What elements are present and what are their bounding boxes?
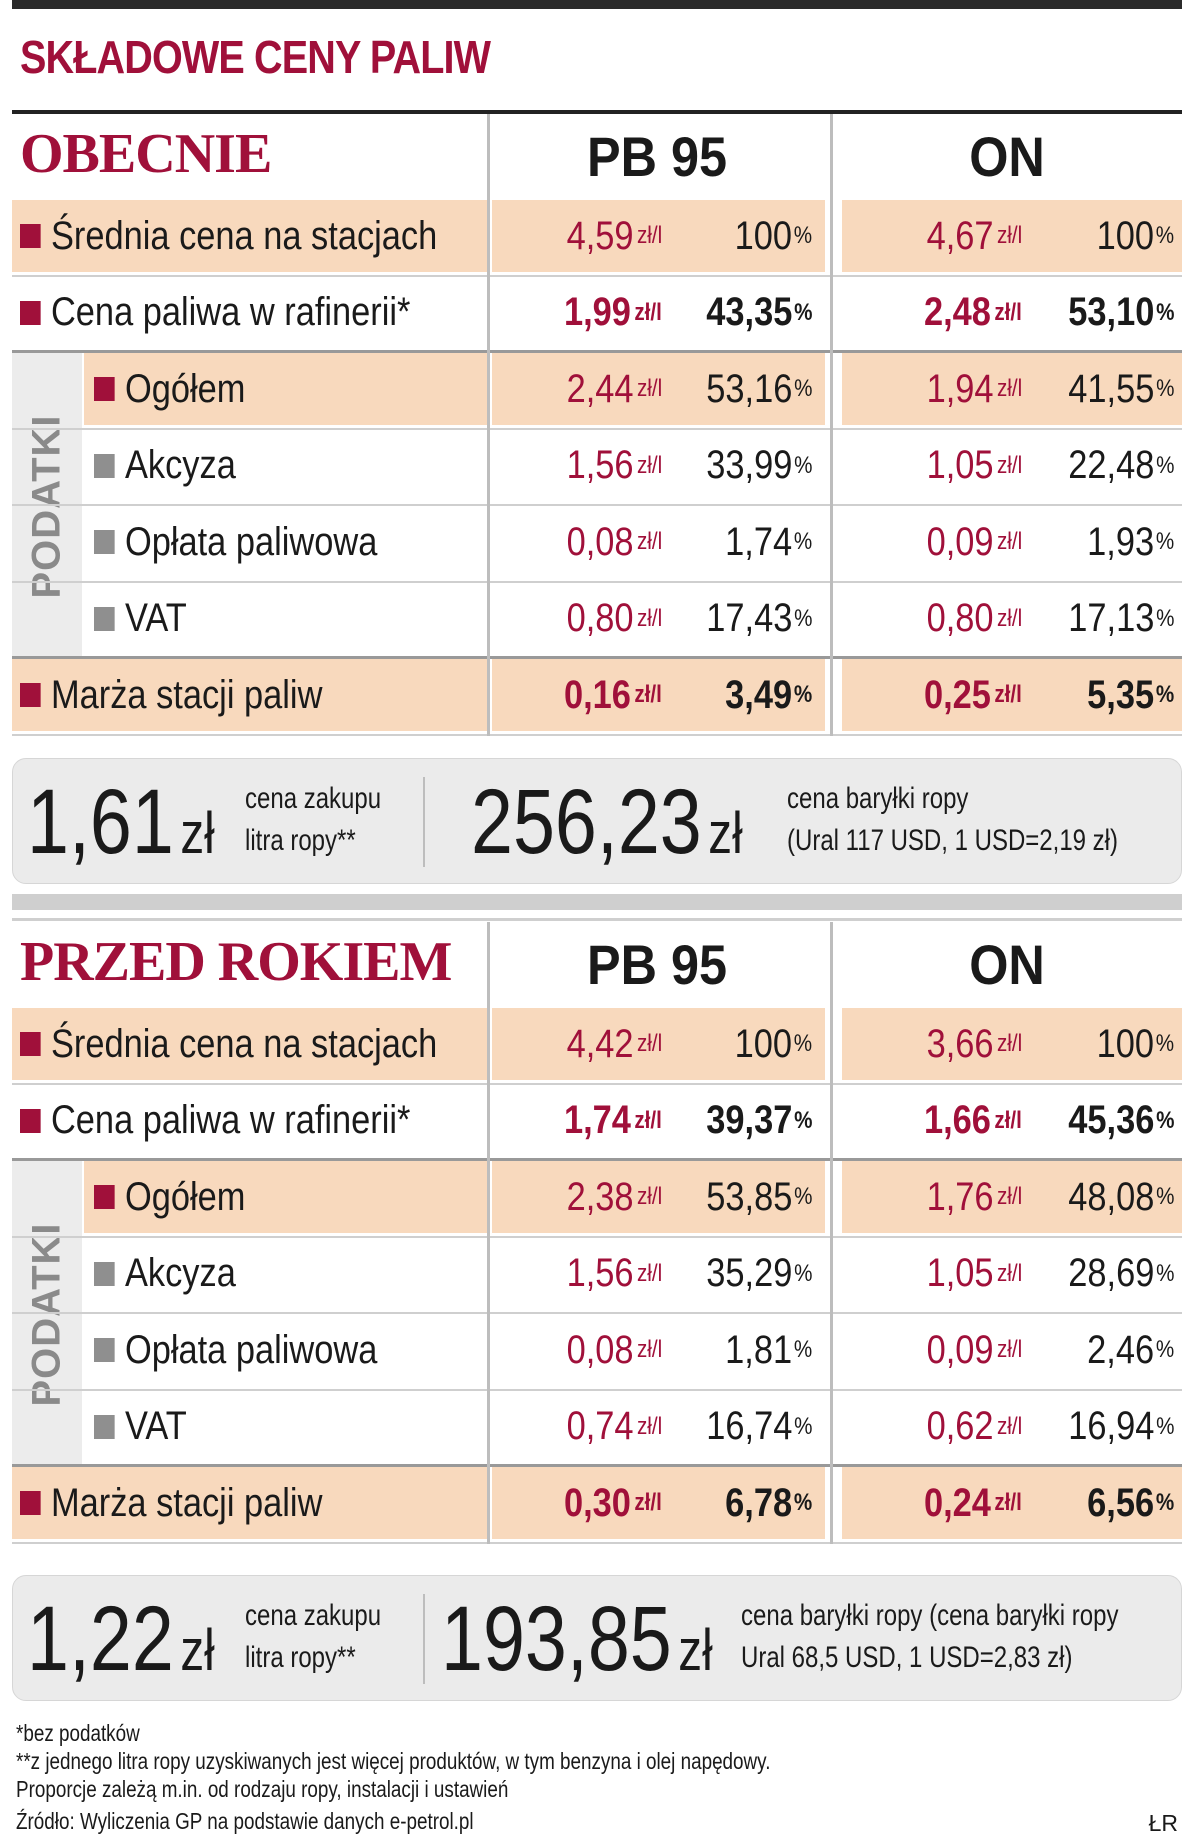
bullet-square-icon [94,454,115,478]
pb95-percent-unit: % [793,681,812,708]
on-price-number: 0,24 [924,1480,992,1525]
on-percent [1097,200,1174,272]
pb95-percent-number: 1,81 [724,1327,792,1372]
row-label-text: Ogółem [124,1174,246,1219]
on-price [926,1391,1022,1463]
on-percent [1087,659,1174,731]
row-label-text: Cena paliwa w rafinerii* [50,1098,411,1142]
barrel-label-1: cena baryłki ropy (cena baryłki ropy [741,1599,1119,1632]
section-1 [12,918,1182,1544]
on-price-number: 1,76 [926,1174,994,1219]
pb95-percent [706,277,812,349]
pb95-percent [706,1391,812,1463]
pb95-percent [706,1085,812,1157]
on-percent-number: 53,10 [1067,290,1154,334]
column-title-pb95: PB 95 [586,933,728,996]
pb95-percent-number: 53,16 [705,366,792,411]
pb95-percent-unit: % [793,1412,812,1440]
pb95-percent-unit: % [793,1336,812,1363]
bullet-square-icon [94,1185,115,1209]
pb95-price-number: 2,38 [566,1174,634,1219]
on-percent-unit: % [1155,222,1174,249]
on-percent [1068,277,1174,349]
table-row [12,277,1182,354]
row-label [20,1085,410,1157]
pb95-percent-number: 35,29 [705,1251,792,1295]
on-percent-number: 45,36 [1067,1098,1154,1142]
pb95-price [566,1238,662,1310]
pb95-price-unit: zł/l [634,1106,662,1134]
on-percent [1068,583,1174,655]
on-percent-unit: % [1155,528,1174,555]
on-percent [1068,1161,1174,1233]
row-label-text: Opłata paliwowa [124,1327,378,1372]
row-label [94,506,377,578]
summary-box [12,758,1182,884]
on-percent [1087,506,1174,578]
pb95-percent [725,1314,812,1386]
litre-label-1: cena zakupu [245,782,382,815]
litre-price-unit: zł [180,1618,215,1683]
row-label [20,659,322,731]
pb95-price-number: 0,80 [566,596,634,640]
on-percent-unit: % [1155,1106,1174,1134]
bullet-square-icon [20,1491,41,1515]
pb95-percent-number: 1,74 [724,519,792,564]
section-header [12,114,1182,198]
pb95-percent-unit: % [793,1489,812,1516]
litre-label-1: cena zakupu [245,1599,382,1632]
pb95-price [564,1085,662,1157]
pb95-percent [706,353,812,425]
bullet-square-icon [94,377,115,401]
pb95-percent-unit: % [793,1106,812,1134]
on-percent [1068,1085,1174,1157]
on-percent [1097,1008,1174,1080]
pb95-price-number: 2,44 [566,366,634,411]
column-title-on: ON [969,125,1045,188]
table-row [12,506,1182,583]
table-row [12,1008,1182,1085]
table-row [12,659,1182,736]
on-percent-number: 48,08 [1067,1174,1154,1219]
pb95-percent [706,430,812,502]
pb95-percent-number: 53,85 [705,1174,792,1219]
on-price-unit: zł/l [996,1259,1022,1287]
pb95-price-number: 1,74 [564,1098,632,1142]
pb95-price-unit: zł/l [636,1259,662,1287]
pb95-percent [725,506,812,578]
bullet-square-icon [20,224,41,248]
column-title-pb95: PB 95 [586,125,728,188]
pb95-price-unit: zł/l [636,375,662,402]
pb95-percent-number: 17,43 [705,596,792,640]
on-price [926,353,1022,425]
pb95-percent [735,200,812,272]
on-percent [1068,1238,1174,1310]
pb95-price-number: 1,99 [564,290,632,334]
on-price-number: 0,09 [926,519,994,564]
pb95-percent-unit: % [793,528,812,555]
column-separator [830,114,833,736]
table-row [12,1085,1182,1162]
on-price-number: 0,09 [926,1327,994,1372]
pb95-percent [725,1467,812,1539]
row-label [94,353,245,425]
section-0 [12,110,1182,736]
litre-price [27,767,215,889]
on-percent-number: 22,48 [1067,443,1154,487]
litre-label-2: litra ropy** [245,824,356,857]
barrel-price [441,1584,713,1706]
podatki-text: PODATKI [24,413,69,599]
pb95-percent-number: 100 [734,213,792,258]
pb95-percent [706,583,812,655]
on-price [926,583,1022,655]
footnote-1: *bez podatków [16,1720,140,1746]
on-percent [1068,1391,1174,1463]
on-price-unit: zł/l [994,1106,1022,1134]
row-label-text: VAT [124,596,187,640]
pb95-price-number: 0,30 [564,1480,632,1525]
pb95-price-unit: zł/l [636,1030,662,1057]
row-label-text: Akcyza [124,1251,236,1295]
on-price-number: 1,05 [926,443,994,487]
pb95-percent-unit: % [793,1259,812,1287]
row-label [20,200,437,272]
pb95-percent [725,659,812,731]
row-label [20,1467,322,1539]
pb95-percent-number: 3,49 [724,672,792,717]
on-percent-number: 2,46 [1086,1327,1154,1372]
on-price [926,1238,1022,1310]
on-percent-number: 16,94 [1067,1404,1154,1448]
row-label-text: Ogółem [124,366,246,411]
pb95-price-unit: zł/l [636,1183,662,1210]
pb95-price [566,1161,662,1233]
pb95-price [566,430,662,502]
row-label-text: VAT [124,1404,187,1448]
barrel-label-2: (Ural 117 USD, 1 USD=2,19 zł) [787,824,1119,857]
litre-price [27,1584,215,1706]
on-percent-unit: % [1155,375,1174,402]
on-price-unit: zł/l [996,1183,1022,1210]
table-row [12,1314,1182,1391]
on-price [926,200,1022,272]
bullet-square-icon [94,530,115,554]
row-label [20,277,410,349]
pb95-price-number: 0,08 [566,519,634,564]
bullet-square-icon [20,683,41,707]
top-rule [12,0,1182,9]
column-separator [830,922,833,1544]
on-price-unit: zł/l [994,298,1022,326]
pb95-percent-unit: % [793,1030,812,1057]
on-percent [1068,430,1174,502]
section-rule [12,894,1182,910]
row-label-text: Cena paliwa w rafinerii* [50,290,411,334]
pb95-percent-number: 100 [734,1021,792,1066]
litre-price-value: 1,61 [27,771,174,873]
pb95-percent-unit: % [793,604,812,632]
on-percent-number: 17,13 [1067,596,1154,640]
on-percent-number: 6,56 [1086,1480,1154,1525]
on-price-unit: zł/l [996,451,1022,479]
on-price [924,277,1022,349]
on-price [924,659,1022,731]
barrel-price [471,767,743,889]
on-price-number: 1,05 [926,1251,994,1295]
pb95-price-unit: zł/l [636,451,662,479]
pb95-percent [706,1161,812,1233]
on-price [926,1008,1022,1080]
barrel-price-unit: zł [678,1618,713,1683]
on-percent-unit: % [1155,1336,1174,1363]
section-header [12,922,1182,1006]
table-row [12,430,1182,507]
row-label [20,1008,437,1080]
on-price-unit: zł/l [996,375,1022,402]
row-label-text: Średnia cena na stacjach [50,1021,438,1066]
footnote-2: **z jednego litra ropy uzyskiwanych jest więcej produktów, w tym benzyna i olej napędowy. [16,1748,771,1774]
on-price-number: 1,94 [926,366,994,411]
pb95-price-number: 0,16 [564,672,632,717]
on-price [926,430,1022,502]
bullet-square-icon [20,1032,41,1056]
barrel-label-2: Ural 68,5 USD, 1 USD=2,83 zł) [741,1641,1073,1674]
row-label [94,1238,236,1310]
pb95-price-number: 0,08 [566,1327,634,1372]
litre-label-2: litra ropy** [245,1641,356,1674]
table-row [12,1391,1182,1468]
section-title: PRZED ROKIEM [20,931,452,993]
on-price [926,1161,1022,1233]
pb95-price [566,1314,662,1386]
on-price-unit: zł/l [996,528,1022,555]
pb95-price-unit: zł/l [636,222,662,249]
on-percent-unit: % [1155,1030,1174,1057]
on-price-unit: zł/l [996,604,1022,632]
pb95-price-number: 4,59 [566,213,634,258]
pb95-price-unit: zł/l [634,298,662,326]
row-label-text: Opłata paliwowa [124,519,378,564]
on-percent-unit: % [1155,681,1174,708]
pb95-price [566,506,662,578]
row-label-text: Marża stacji paliw [50,1480,323,1525]
pb95-price-number: 1,56 [566,443,634,487]
pb95-price [566,200,662,272]
pb95-percent-unit: % [793,451,812,479]
row-label-text: Marża stacji paliw [50,672,323,717]
pb95-price-unit: zł/l [636,604,662,632]
on-price [926,1314,1022,1386]
on-percent-number: 1,93 [1086,519,1154,564]
column-separator [487,922,490,1544]
on-price-unit: zł/l [996,1030,1022,1057]
barrel-price-unit: zł [708,801,743,866]
on-percent-number: 41,55 [1067,366,1154,411]
on-percent-unit: % [1155,1489,1174,1516]
on-percent-unit: % [1155,451,1174,479]
pb95-price-number: 1,56 [566,1251,634,1295]
on-price-unit: zł/l [994,681,1022,708]
table-row [12,583,1182,660]
on-percent-unit: % [1155,1259,1174,1287]
summary-box [12,1575,1182,1701]
summary-separator [423,1594,425,1684]
podatki-text: PODATKI [24,1221,69,1407]
pb95-percent [735,1008,812,1080]
on-price-number: 4,67 [926,213,994,258]
on-price [926,506,1022,578]
barrel-price-value: 256,23 [471,771,702,873]
table-row [12,200,1182,277]
on-percent-number: 100 [1096,1021,1154,1066]
on-price-unit: zł/l [994,1489,1022,1516]
on-price-number: 0,80 [926,596,994,640]
on-price [924,1467,1022,1539]
pb95-price [564,1467,662,1539]
pb95-percent-unit: % [793,222,812,249]
pb95-percent-number: 33,99 [705,443,792,487]
row-label [94,1161,245,1233]
section-top-line [12,918,1182,921]
row-label-text: Średnia cena na stacjach [50,213,438,258]
column-separator [487,114,490,736]
pb95-percent-number: 39,37 [705,1098,792,1142]
row-label [94,1314,377,1386]
litre-price-unit: zł [180,801,215,866]
footnote-source: Źródło: Wyliczenia GP na podstawie danych e-petrol.pl [16,1808,474,1834]
pb95-price [566,1008,662,1080]
section-title: OBECNIE [20,123,272,185]
pb95-price-unit: zł/l [636,528,662,555]
on-percent-unit: % [1155,1412,1174,1440]
pb95-price [564,277,662,349]
barrel-price-value: 193,85 [441,1588,672,1690]
bullet-square-icon [94,607,115,631]
pb95-percent-number: 16,74 [705,1404,792,1448]
on-percent-unit: % [1155,298,1174,326]
pb95-percent-number: 6,78 [724,1480,792,1525]
bullet-square-icon [20,1109,41,1133]
on-percent-number: 100 [1096,213,1154,258]
on-price-number: 0,62 [926,1404,994,1448]
pb95-percent-number: 43,35 [705,290,792,334]
row-label [94,1391,187,1463]
column-title-on: ON [969,933,1045,996]
pb95-price-unit: zł/l [634,681,662,708]
on-percent-unit: % [1155,1183,1174,1210]
pb95-price-unit: zł/l [634,1489,662,1516]
on-price-number: 0,25 [924,672,992,717]
bullet-square-icon [94,1262,115,1286]
barrel-label-1: cena baryłki ropy [787,782,969,815]
bullet-square-icon [94,1338,115,1362]
on-percent-number: 28,69 [1067,1251,1154,1295]
pb95-price [564,659,662,731]
main-title: SKŁADOWE CENY PALIW [20,31,491,83]
pb95-price [566,353,662,425]
summary-separator [423,777,425,867]
on-price-number: 1,66 [924,1098,992,1142]
pb95-percent-unit: % [793,375,812,402]
table-row [12,1467,1182,1544]
table-row [12,1238,1182,1315]
on-price-number: 2,48 [924,290,992,334]
table-row [12,1161,1182,1238]
pb95-price-number: 0,74 [566,1404,634,1448]
row-label-text: Akcyza [124,443,236,487]
on-percent [1087,1467,1174,1539]
on-price-number: 3,66 [926,1021,994,1066]
pb95-percent-unit: % [793,298,812,326]
bullet-square-icon [94,1415,115,1439]
on-percent [1068,353,1174,425]
litre-price-value: 1,22 [27,1588,174,1690]
on-percent-unit: % [1155,604,1174,632]
pb95-price-unit: zł/l [636,1412,662,1440]
on-price [924,1085,1022,1157]
footnote-3: Proporcje zależą m.in. od rodzaju ropy, instalacji i ustawień [16,1776,509,1802]
pb95-price [566,583,662,655]
on-price-unit: zł/l [996,1412,1022,1440]
pb95-price-unit: zł/l [636,1336,662,1363]
pb95-price-number: 4,42 [566,1021,634,1066]
on-price-unit: zł/l [996,222,1022,249]
row-label [94,430,236,502]
on-percent-number: 5,35 [1086,672,1154,717]
bullet-square-icon [20,301,41,325]
table-row [12,353,1182,430]
pb95-percent-unit: % [793,1183,812,1210]
pb95-percent [706,1238,812,1310]
pb95-price [566,1391,662,1463]
on-price-unit: zł/l [996,1336,1022,1363]
row-label [94,583,187,655]
on-percent [1087,1314,1174,1386]
author-initials: ŁR [1148,1810,1178,1836]
